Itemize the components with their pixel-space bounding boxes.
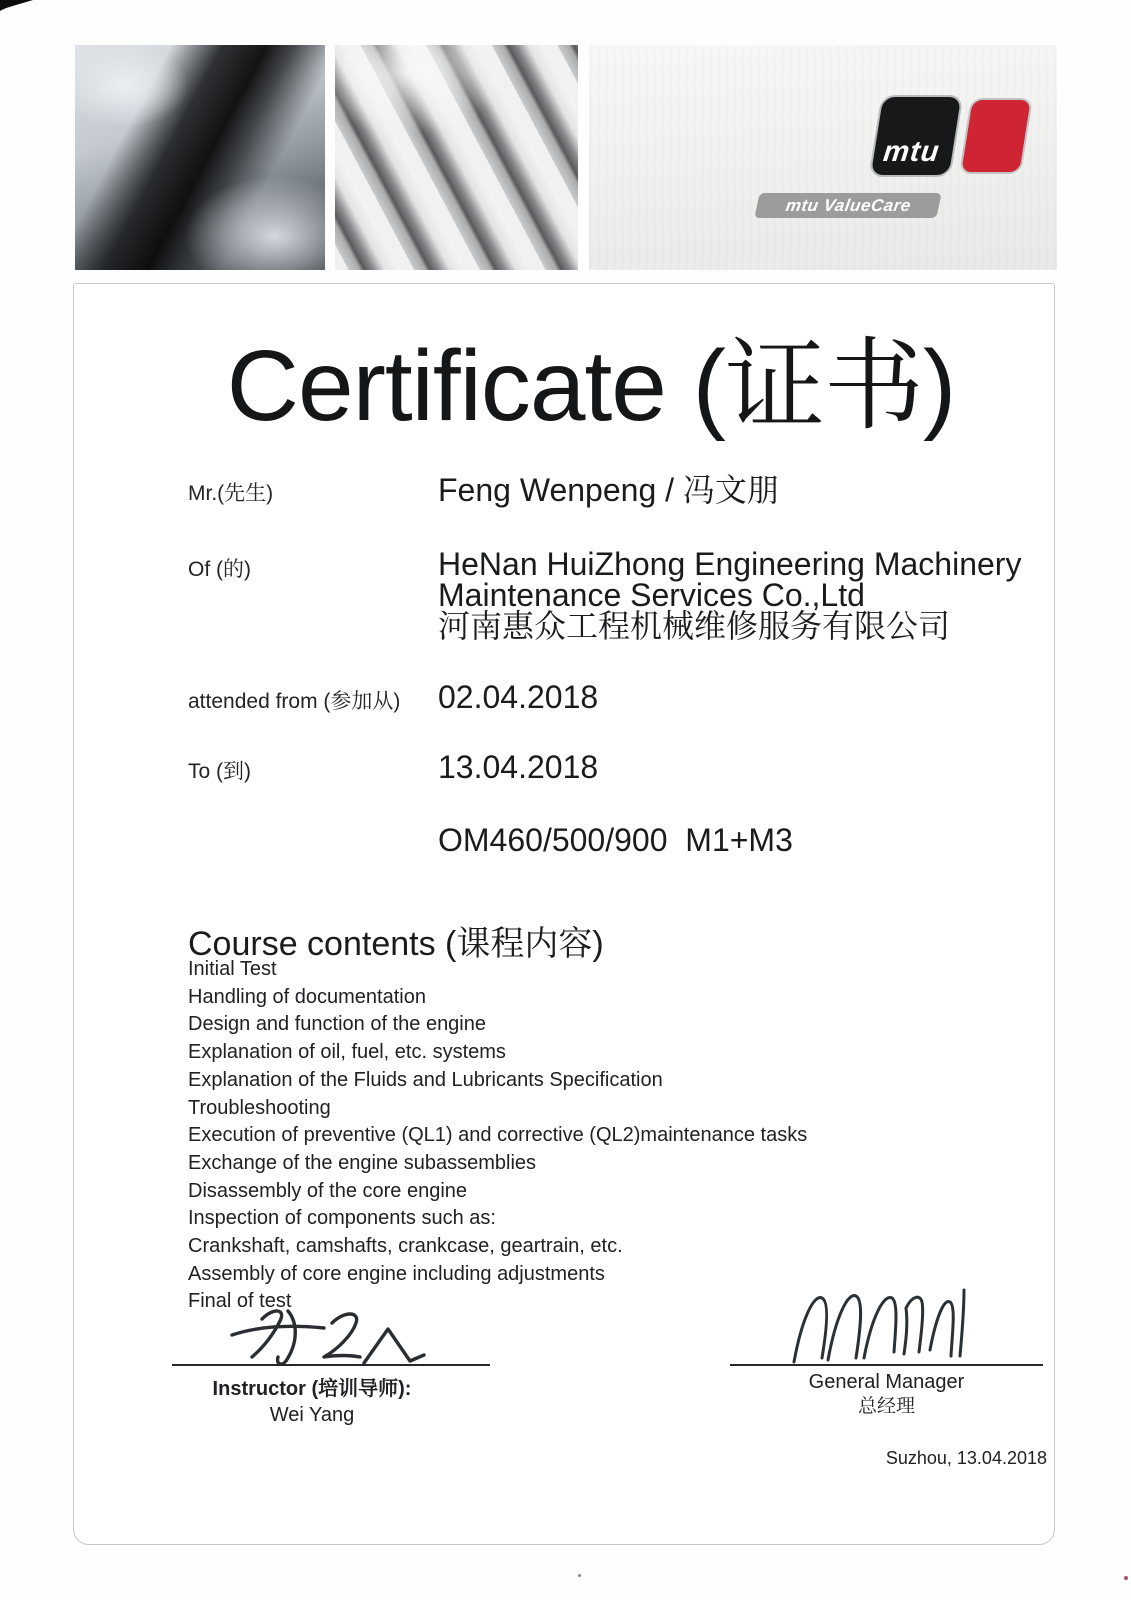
general-manager-signature (788, 1282, 998, 1366)
course-contents-heading: Course contents (课程内容) (188, 925, 604, 963)
to-label: To (到) (188, 760, 251, 783)
course-item: Execution of preventive (QL1) and corrective (QL2)maintenance tasks (188, 1124, 808, 1147)
course-code: OM460/500/900 M1+M3 (438, 822, 793, 858)
course-item: Crankshaft, camshafts, crankcase, geartrain, etc. (188, 1235, 623, 1258)
instructor-signature-line (172, 1364, 490, 1366)
scan-corner-mark (0, 0, 34, 11)
attended-from-label: attended from (参加从) (188, 690, 401, 713)
mtu-logo-icon (869, 95, 964, 177)
scan-speck (1124, 1576, 1128, 1580)
attended-from-date: 02.04.2018 (438, 679, 599, 715)
company-name (438, 546, 1022, 644)
general-manager-role-cn: 总经理 (857, 1396, 915, 1417)
course-item: Assembly of core engine including adjustments (188, 1262, 605, 1285)
company-label: Of (的) (188, 558, 251, 581)
course-item: Initial Test (188, 958, 277, 980)
issue-place-date: Suzhou, 13.04.2018 (885, 1448, 1047, 1468)
course-item: Explanation of the Fluids and Lubricants Specification (188, 1068, 663, 1091)
general-manager-role: General Manager (808, 1371, 965, 1393)
mtu-valuecare-badge-text: mtu ValueCare (784, 195, 913, 215)
course-item: Inspection of components such as: (188, 1207, 496, 1230)
general-manager-signature-line (730, 1364, 1043, 1366)
company-line-en-1: HeNan HuiZhong Engineering Machinery (438, 546, 1022, 582)
course-contents-list (188, 956, 807, 1316)
course-item: Disassembly of the core engine (188, 1179, 468, 1202)
mtu-logo-text: mtu (881, 136, 942, 168)
course-item: Troubleshooting (188, 1096, 331, 1119)
scan-speck (578, 1574, 581, 1577)
mtu-logo-red-icon (959, 98, 1033, 174)
course-item: Design and function of the engine (188, 1013, 486, 1036)
course-item: Exchange of the engine subassemblies (188, 1151, 537, 1174)
instructor-signature (228, 1305, 438, 1371)
course-item: Final of test (188, 1290, 292, 1313)
instructor-name: Wei Yang (269, 1404, 355, 1426)
mtu-valuecare-badge (754, 193, 941, 218)
instructor-role: Instructor (培训导师): (212, 1378, 412, 1400)
recipient-label: Mr.(先生) (188, 482, 274, 505)
company-line-en-2: Maintenance Services Co.,Ltd (438, 577, 865, 613)
recipient-name: Feng Wenpeng / 冯文朋 (438, 472, 779, 508)
circuit-board-photo (75, 45, 325, 270)
brand-panel (589, 45, 1057, 270)
certificate-title: Certificate (证书) (226, 330, 956, 442)
course-item: Explanation of oil, fuel, etc. systems (188, 1041, 506, 1064)
company-line-cn: 河南惠众工程机械维修服务有限公司 (438, 608, 951, 644)
engine-photo (335, 45, 578, 270)
to-date: 13.04.2018 (438, 749, 599, 785)
course-item: Handling of documentation (188, 985, 426, 1008)
